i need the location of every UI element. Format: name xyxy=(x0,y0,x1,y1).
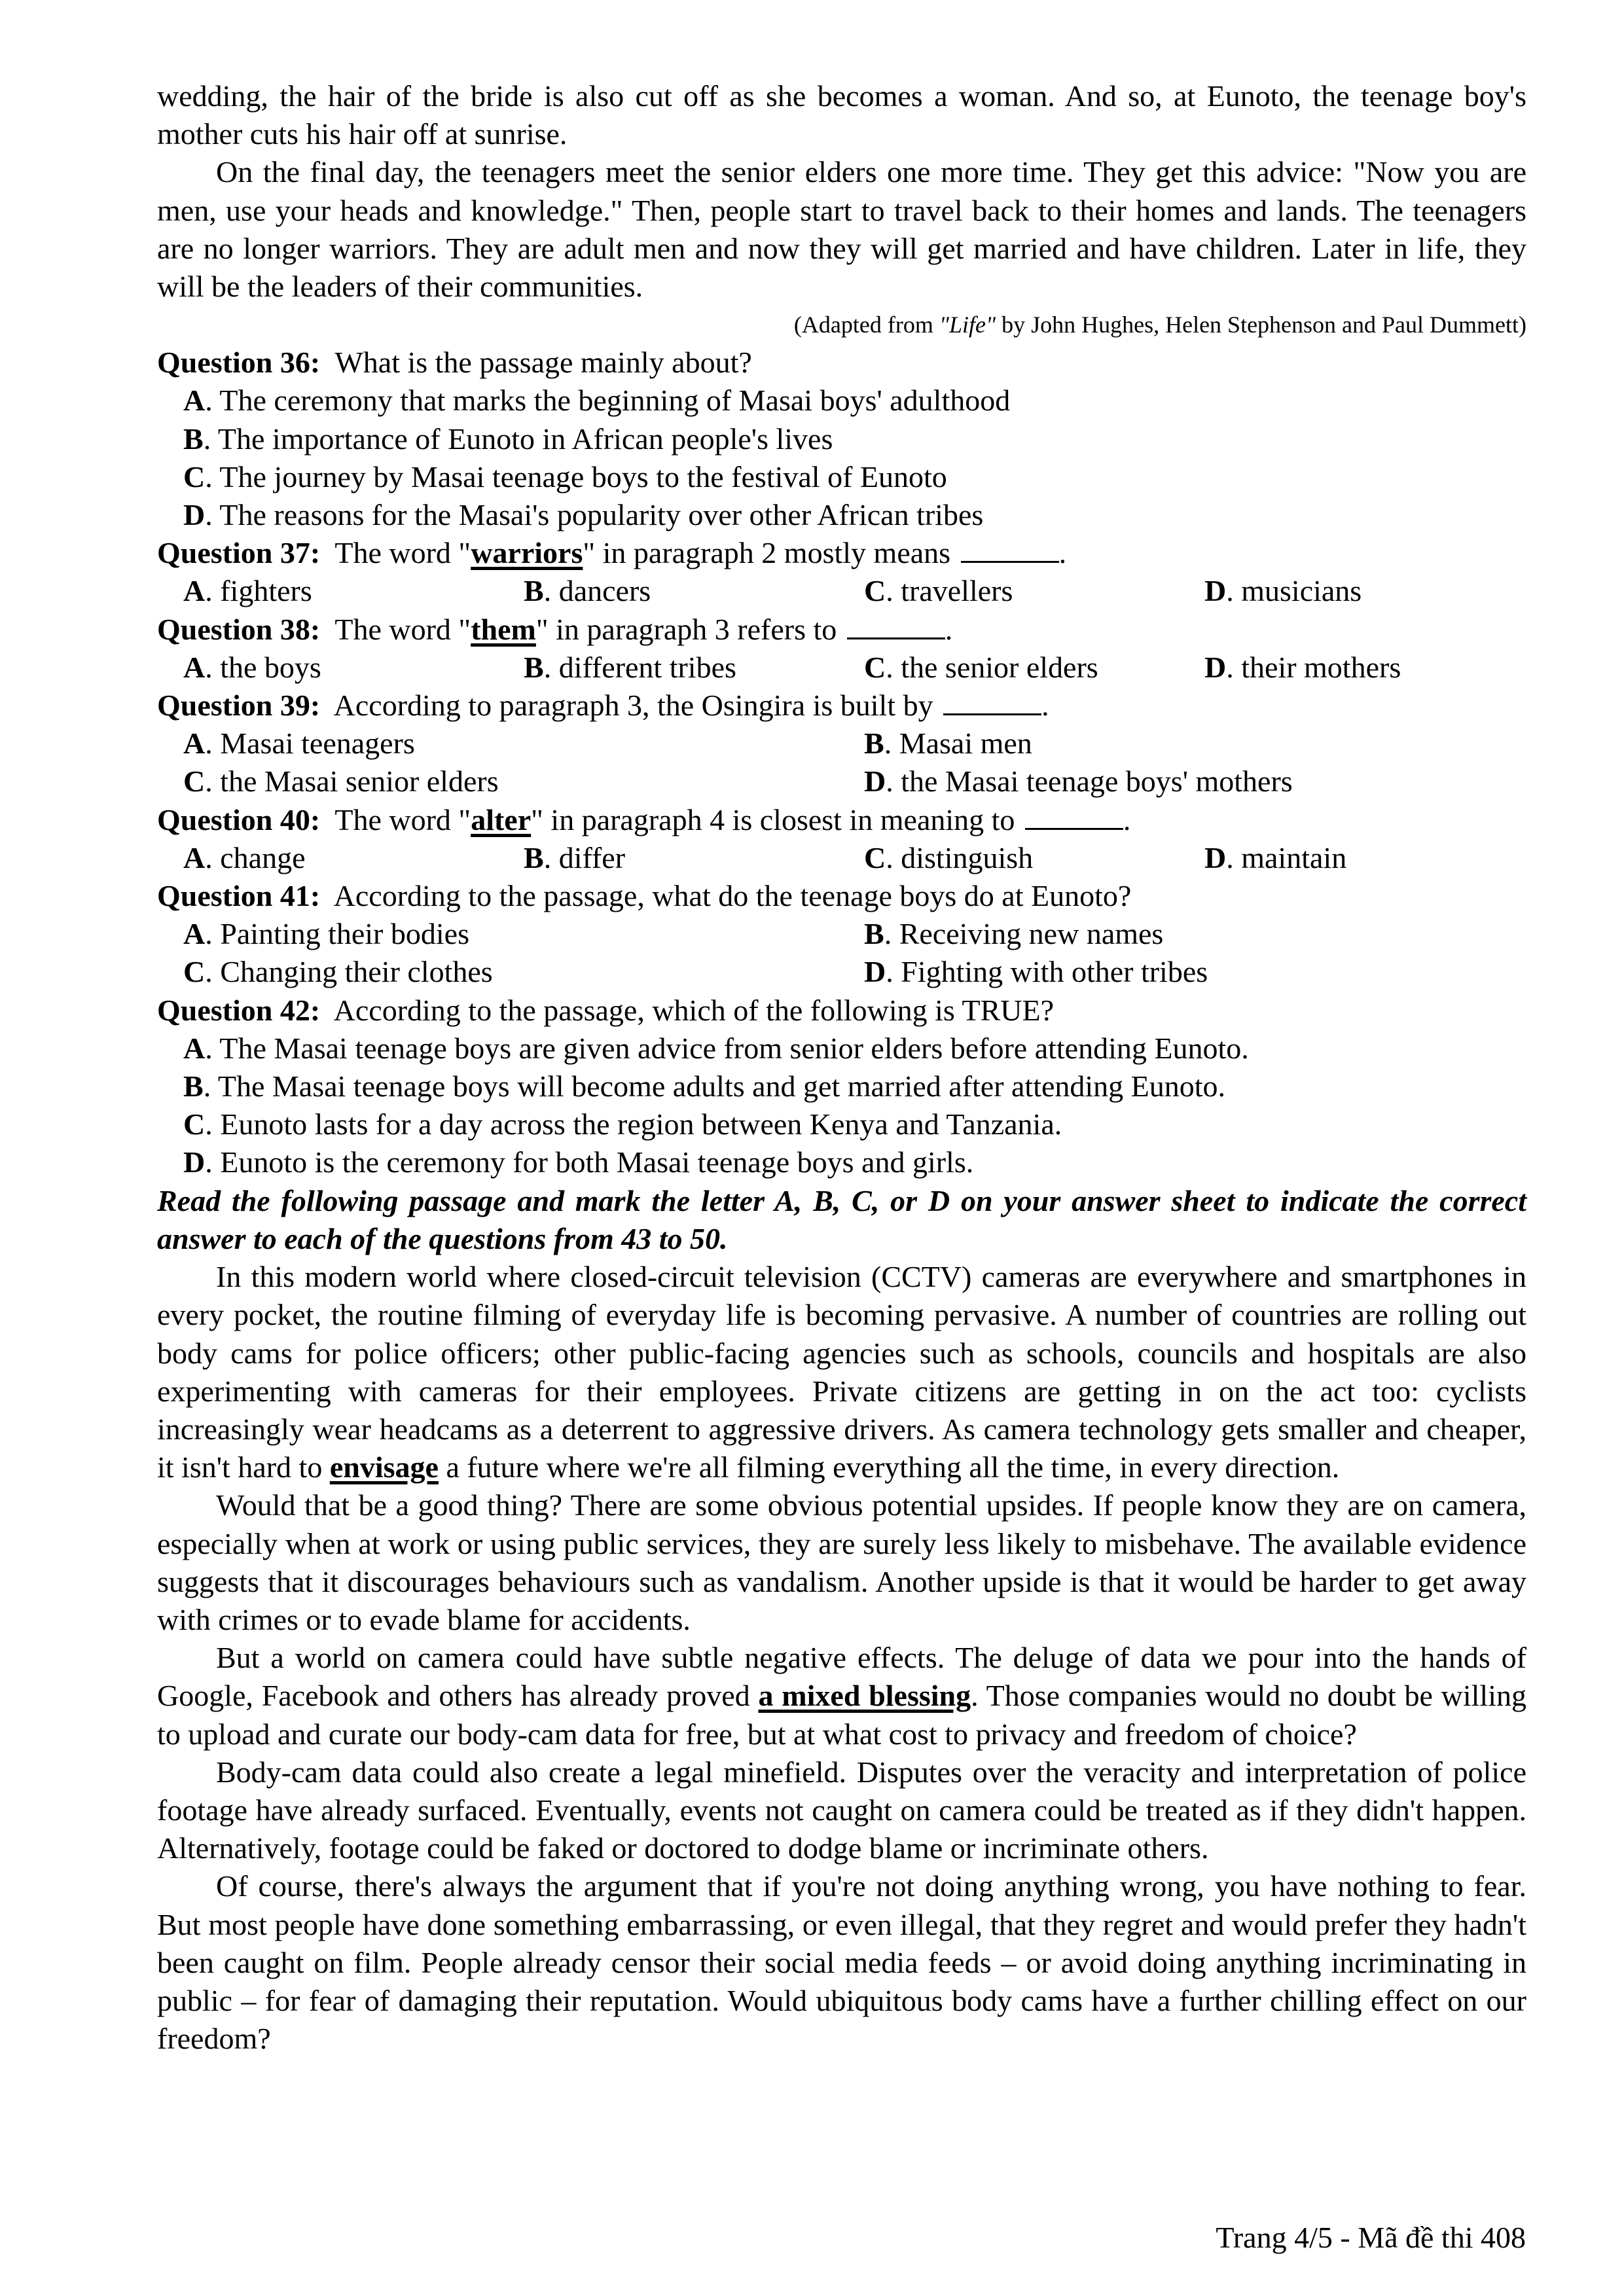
option-text: . change xyxy=(205,840,306,874)
option-letter: D xyxy=(864,955,886,989)
option-letter: C xyxy=(183,955,206,989)
option-letter: A xyxy=(183,650,206,684)
option-c[interactable] xyxy=(864,839,1204,877)
option-text: . Fighting with other tribes xyxy=(886,955,1208,989)
passage2-paragraph-4: Body-cam data could also create a legal minefield. Disputes over the veracity and interpretation of police footage have already surfaced. Eventually, events not caught on camera could be treated as if they didn't happen. Alternatively, footage could be faked or doctored to dodge blame or incriminate others. xyxy=(157,1755,1526,1865)
credit-title: "Life" xyxy=(939,312,996,338)
option-text: . Masai teenagers xyxy=(205,726,415,761)
option-text: . The journey by Masai teenage boys to the festival of Eunoto xyxy=(205,459,947,493)
option-text: . The Masai teenage boys are given advice from senior elders before attending Eunoto. xyxy=(205,1031,1249,1065)
exam-page xyxy=(157,77,1526,2058)
option-b[interactable] xyxy=(864,915,1545,953)
option-letter: B xyxy=(524,574,544,608)
paragraph-text: In this modern world where closed-circuit television (CCTV) cameras are everywhere and smartphones in every pocket, the routine filming of everyday life is becoming pervasive. A number of countries are rolling out body cams for police officers; other public-facing agencies such as schools, councils and hospitals are also experimenting with cameras for their employees. Private citizens are getting in on the act too: cyclists increasingly wear headcams as a deterrent to aggressive drivers. As camera technology gets smaller and cheaper, it isn't hard to xyxy=(157,1260,1526,1484)
option-letter: D xyxy=(864,764,886,798)
option-a[interactable] xyxy=(183,649,524,687)
question-41 xyxy=(157,877,1526,992)
paragraph-text: . Those companies would no doubt be willing to upload and curate our body-cam data for free, but at what cost to privacy and freedom of choice? xyxy=(157,1679,1526,1751)
option-a[interactable] xyxy=(183,839,524,877)
answer-blank xyxy=(961,535,1059,563)
option-text: . travellers xyxy=(886,574,1013,608)
question-label: Question 42: xyxy=(157,993,321,1027)
question-37: Question 37: The word "warriors" in paragraph 2 mostly means . A. fighters B. dancers C. travellers D. musicians xyxy=(157,534,1526,610)
option-text: . Eunoto is the ceremony for both Masai teenage boys and girls. xyxy=(205,1145,974,1179)
option-letter: A xyxy=(183,1031,206,1065)
option-a[interactable] xyxy=(157,1030,1526,1067)
option-letter: D xyxy=(1204,574,1227,608)
option-letter: C xyxy=(864,574,886,608)
page-footer: Trang 4/5 - Mã đề thi 408 xyxy=(1216,2221,1526,2254)
option-b[interactable] xyxy=(524,649,864,687)
keyword: warriors xyxy=(471,536,583,570)
option-d[interactable] xyxy=(1204,572,1545,610)
option-c[interactable] xyxy=(864,649,1204,687)
options-row xyxy=(157,649,1526,687)
option-letter: D xyxy=(1204,840,1227,874)
question-40: Question 40: The word "alter" in paragraph 4 is closest in meaning to . A. change B. differ C. distinguish D. maintain xyxy=(157,801,1526,877)
option-a[interactable] xyxy=(183,915,864,953)
option-c[interactable] xyxy=(864,572,1204,610)
answer-blank xyxy=(1025,802,1123,830)
keyword: envisage xyxy=(329,1450,439,1484)
option-d[interactable] xyxy=(157,1143,1526,1181)
question-text: The word " xyxy=(334,612,471,646)
option-b[interactable] xyxy=(864,725,1545,762)
option-text: . maintain xyxy=(1226,840,1347,874)
option-text: . The ceremony that marks the beginning of Masai boys' adulthood xyxy=(205,384,1011,418)
passage2-paragraph-3 xyxy=(157,1639,1526,1753)
option-text: . differ xyxy=(543,840,626,874)
option-c[interactable] xyxy=(183,953,864,991)
option-letter: C xyxy=(183,1107,206,1141)
option-letter: A xyxy=(183,726,206,761)
paragraph-text: a future where we're all filming everything all the time, in every direction. xyxy=(438,1450,1340,1484)
option-d[interactable] xyxy=(1204,839,1545,877)
answer-blank xyxy=(847,611,945,639)
option-letter: C xyxy=(183,764,206,798)
option-text: . different tribes xyxy=(543,650,736,684)
option-text: . The importance of Eunoto in African people's lives xyxy=(203,422,833,456)
options-row xyxy=(157,839,1526,877)
option-b[interactable] xyxy=(157,420,1526,458)
option-text: . the senior elders xyxy=(886,650,1098,684)
question-42 xyxy=(157,992,1526,1182)
option-d[interactable] xyxy=(864,953,1545,991)
passage2-paragraph-5: Of course, there's always the argument that if you're not doing anything wrong, you have nothing to fear. But most people have done something embarrassing, or even illegal, that they regret and would prefer they hadn't been caught on film. People already censor their social media feeds – or avoid doing anything incriminating in public – for fear of damaging their reputation. Would ubiquitous body cams have a further chilling effect on our freedom? xyxy=(157,1869,1526,2056)
option-text: . fighters xyxy=(205,574,312,608)
option-a[interactable] xyxy=(183,572,524,610)
option-letter: D xyxy=(183,498,206,532)
question-text: What is the passage mainly about? xyxy=(334,346,752,380)
passage2-paragraph-2: Would that be a good thing? There are some obvious potential upsides. If people know they are on camera, especially when at work or using public services, they are surely less likely to misbehave. The available evidence suggests that it discourages behaviours such as vandalism. Another upside is that it would be harder to get away with crimes or to evade blame for accidents. xyxy=(157,1488,1526,1636)
options-row xyxy=(157,572,1526,610)
question-label: Question 38: xyxy=(157,612,321,646)
option-letter: C xyxy=(864,840,886,874)
option-text: . Masai men xyxy=(884,726,1032,761)
option-text: . the Masai teenage boys' mothers xyxy=(886,764,1293,798)
question-label: Question 40: xyxy=(157,802,321,836)
options-row xyxy=(157,725,1526,762)
option-c[interactable] xyxy=(157,458,1526,496)
credit-prefix: (Adapted from xyxy=(793,312,939,338)
question-text: The word " xyxy=(334,802,471,836)
option-text: . Changing their clothes xyxy=(205,955,493,989)
option-c[interactable] xyxy=(157,1105,1526,1143)
option-d[interactable] xyxy=(157,496,1526,534)
question-36 xyxy=(157,344,1526,534)
option-letter: B xyxy=(864,917,884,951)
source-credit xyxy=(157,306,1526,344)
options-row xyxy=(157,915,1526,953)
option-letter: A xyxy=(183,840,206,874)
option-text: . Receiving new names xyxy=(884,917,1164,951)
option-text: . the boys xyxy=(205,650,321,684)
option-b[interactable] xyxy=(524,572,864,610)
question-text: The word " xyxy=(334,536,471,570)
answer-blank xyxy=(943,687,1041,715)
option-text: . their mothers xyxy=(1226,650,1401,684)
question-label: Question 41: xyxy=(157,879,321,913)
option-b[interactable] xyxy=(157,1067,1526,1105)
paragraph-text: But a world on camera could have subtle negative effects. The deluge of data we pour into the hands of Google, Facebook and others has already proved xyxy=(157,1641,1526,1713)
keyword: them xyxy=(471,612,536,646)
option-c[interactable] xyxy=(183,762,864,800)
option-a[interactable] xyxy=(157,382,1526,420)
option-d[interactable] xyxy=(864,762,1545,800)
question-39: Question 39: According to paragraph 3, the Osingira is built by . A. Masai teenagers B. Masai men C. the Masai senior elders D. the Masai teenage boys' mothers xyxy=(157,687,1526,801)
question-label: Question 37: xyxy=(157,536,321,570)
keyword: a mixed blessing xyxy=(758,1679,971,1713)
options-row xyxy=(157,953,1526,991)
question-text: According to the passage, which of the following is TRUE? xyxy=(333,993,1055,1027)
question-text: According to the passage, what do the teenage boys do at Eunoto? xyxy=(333,879,1132,913)
option-text: . dancers xyxy=(543,574,651,608)
question-label: Question 36: xyxy=(157,346,321,380)
option-letter: A xyxy=(183,574,206,608)
passage2-paragraph-1 xyxy=(157,1258,1526,1486)
option-letter: B xyxy=(524,650,544,684)
option-d[interactable] xyxy=(1204,649,1545,687)
option-text: . Eunoto lasts for a day across the region between Kenya and Tanzania. xyxy=(205,1107,1062,1141)
question-text: " in paragraph 2 mostly means xyxy=(583,536,951,570)
passage1-final-paragraph: On the final day, the teenagers meet the senior elders one more time. They get this advice: "Now you are men, use your heads and knowledge." Then, people start to travel back to their homes and lands. The teenagers are no longer warriors. They are adult men and now they will get married and have children. Later in life, they will be the leaders of their communities. xyxy=(157,155,1526,304)
question-text: " in paragraph 4 is closest in meaning to xyxy=(531,802,1015,836)
question-label: Question 39: xyxy=(157,689,321,723)
option-letter: D xyxy=(1204,650,1227,684)
option-letter: A xyxy=(183,384,206,418)
option-text: . The Masai teenage boys will become adults and get married after attending Eunoto. xyxy=(203,1069,1226,1103)
option-letter: C xyxy=(864,650,886,684)
credit-suffix: by John Hughes, Helen Stephenson and Paul Dummett) xyxy=(996,312,1526,338)
option-text: . The reasons for the Masai's popularity over other African tribes xyxy=(205,498,984,532)
question-text: " in paragraph 3 refers to xyxy=(535,612,837,646)
option-text: . the Masai senior elders xyxy=(205,764,499,798)
option-text: . Painting their bodies xyxy=(205,917,469,951)
option-letter: B xyxy=(183,422,204,456)
option-b[interactable] xyxy=(524,839,864,877)
option-letter: B xyxy=(524,840,544,874)
option-letter: B xyxy=(183,1069,204,1103)
options-row xyxy=(157,762,1526,800)
passage1-continuation: wedding, the hair of the bride is also cut off as she becomes a woman. And so, at Eunoto, the teenage boy's mother cuts his hair off at sunrise. xyxy=(157,79,1526,151)
option-letter: D xyxy=(183,1145,206,1179)
option-a[interactable] xyxy=(183,725,864,762)
option-letter: B xyxy=(864,726,884,761)
question-38: Question 38: The word "them" in paragraph 3 refers to . A. the boys B. different tribes C. the senior elders D. their mothers xyxy=(157,611,1526,687)
option-text: . musicians xyxy=(1226,574,1362,608)
option-text: . distinguish xyxy=(886,840,1034,874)
keyword: alter xyxy=(471,802,532,836)
question-text: According to paragraph 3, the Osingira is built by xyxy=(333,689,933,723)
section-instruction: Read the following passage and mark the letter A, B, C, or D on your answer sheet to indicate the correct answer to each of the questions from 43 to 50. xyxy=(157,1183,1526,1255)
option-letter: C xyxy=(183,459,206,493)
option-letter: A xyxy=(183,917,206,951)
